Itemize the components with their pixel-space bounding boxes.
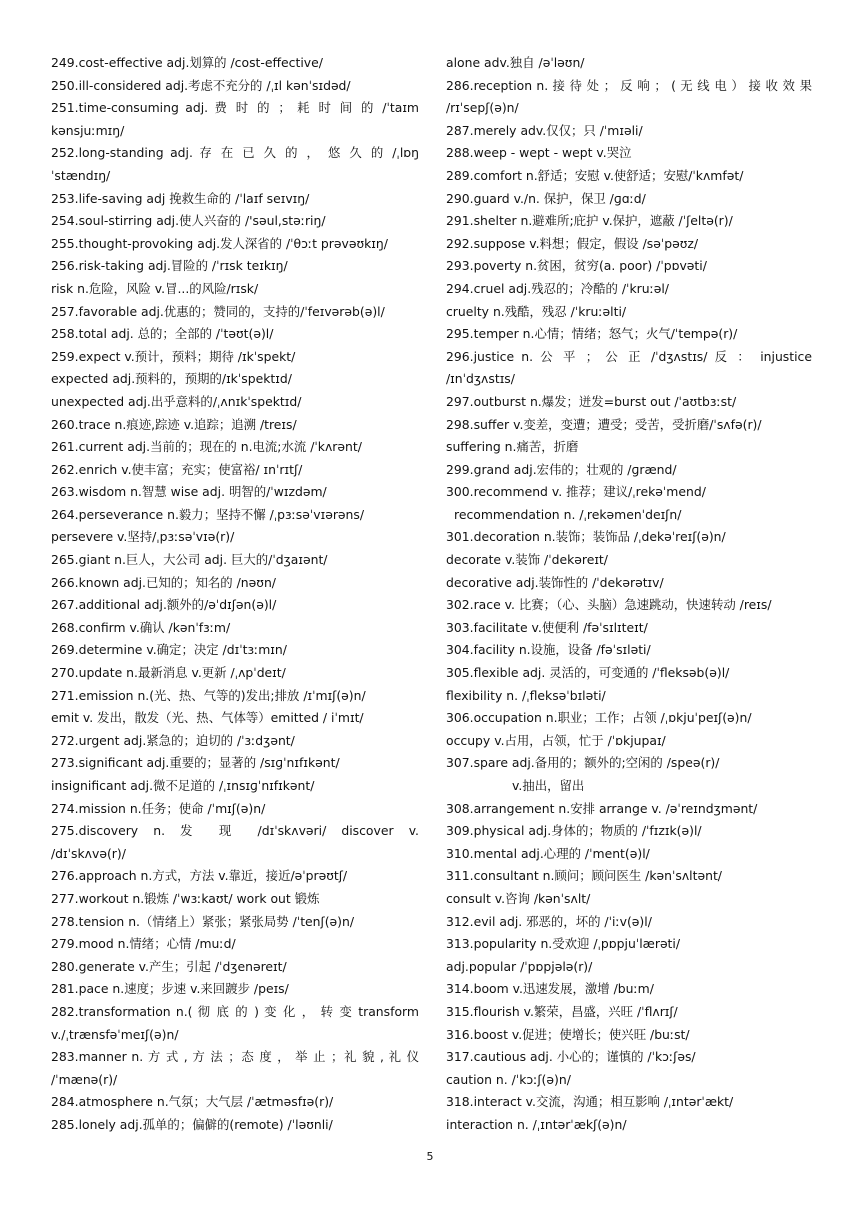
vocab-line: 249.cost-effective adj.划算的 /cost-effective/ xyxy=(51,55,323,70)
vocab-line: 256.risk-taking adj.冒险的 /ˈrɪsk teɪkɪŋ/ xyxy=(51,258,288,274)
vocab-line: 264.perseverance n.毅力；坚持不懈 /ˌpɜːsəˈvɪərəns/ xyxy=(51,506,365,522)
vocab-line: 307.spare adj.备用的；额外的;空闲的 /speə(r)/ xyxy=(446,755,720,771)
vocab-line: 259.expect v.预计，预料；期待 /ɪkˈspekt/ xyxy=(51,348,296,364)
vocab-line: 269.determine v.确定；决定 /dɪˈtɜːmɪn/ xyxy=(51,642,287,658)
vocab-line: /rɪˈsepʃ(ə)n/ xyxy=(446,100,519,116)
vocab-line: 251.time-consuming adj. 费 时 的 ； 耗 时 间 的 /ˈtaɪm xyxy=(51,100,419,116)
vocab-line: 250.ill-considered adj.考虑不充分的 /ˌɪl kənˈsɪdəd/ xyxy=(51,77,351,93)
vocab-line: 274.mission n.任务；使命 /ˈmɪʃ(ə)n/ xyxy=(51,800,266,816)
vocab-line: consult v.咨询 /kənˈsʌlt/ xyxy=(446,890,591,906)
vocab-line: 283.manner n. 方 式 , 方 法 ；态 度 ， 举 止 ；礼 貌 , 礼 仪 xyxy=(51,1049,419,1065)
vocab-line: 312.evil adj. 邪恶的，坏的 /ˈiːv(ə)l/ xyxy=(446,913,652,929)
vocab-line: 313.popularity n.受欢迎 /ˌpɒpjuˈlærəti/ xyxy=(446,936,681,952)
vocab-line: 266.known adj.已知的；知名的 /nəʊn/ xyxy=(51,574,276,590)
vocab-line: 257.favorable adj.优惠的；赞同的，支持的/ˈfeɪvərəb(ə)l/ xyxy=(51,303,385,319)
vocab-line: 286.reception n. 接 待 处 ； 反 响 ； ( 无 线 电 ） 接 收 效 果 xyxy=(446,77,812,93)
vocab-line: 290.guard v./n. 保护，保卫 /ɡɑːd/ xyxy=(446,190,646,206)
vocab-line: 260.trace n.痕迹,踪迹 v.追踪；追溯 /treɪs/ xyxy=(51,416,297,432)
vocab-line: 311.consultant n.顾问；顾问医生 /kənˈsʌltənt/ xyxy=(446,868,722,884)
vocab-line: 253.life-saving adj 挽救生命的 /ˈlaɪf seɪvɪŋ/ xyxy=(51,190,310,206)
vocab-line: insignificant adj.微不足道的 /ˌɪnsɪɡˈnɪfɪkənt/ xyxy=(51,778,315,793)
vocab-line: /ɪnˈdʒʌstɪs/ xyxy=(446,371,515,387)
vocab-line: occupy v.占用，占领，忙于 /ˈɒkjupaɪ/ xyxy=(446,732,666,748)
vocab-line: 305.flexible adj. 灵活的，可变通的 /ˈfleksəb(ə)l/ xyxy=(446,665,730,681)
vocab-line: 317.cautious adj. 小心的；谨慎的 /ˈkɔːʃəs/ xyxy=(446,1049,696,1065)
vocab-line: 298.suffer v.变差，变遭；遭受；受苦，受折磨/ˈsʌfə(r)/ xyxy=(446,416,762,432)
vocab-line: 303.facilitate v.使便利 /fəˈsɪlɪteɪt/ xyxy=(446,619,648,635)
vocab-line: kənsjuːmɪŋ/ xyxy=(51,122,125,138)
vocab-line: 277.workout n.锻炼 /ˈwɜːkaʊt/ work out 锻炼 xyxy=(51,890,320,906)
vocab-line: 314.boom v.迅速发展，激增 /buːm/ xyxy=(446,981,654,997)
vocab-line: 296.justice n. 公 平 ； 公 正 /ˈdʒʌstɪs/ 反 ： injustice xyxy=(446,348,812,364)
vocab-line: 263.wisdom n.智慧 wise adj. 明智的/ˈwɪzdəm/ xyxy=(51,484,327,500)
vocab-line: 265.giant n.巨人，大公司 adj. 巨大的/ˈdʒaɪənt/ xyxy=(51,552,328,568)
vocab-line: 301.decoration n.装饰；装饰品 /ˌdekəˈreɪʃ(ə)n/ xyxy=(446,529,726,545)
vocab-line: ˈstændɪŋ/ xyxy=(51,167,111,183)
vocab-line: /ˈmænə(r)/ xyxy=(51,1071,118,1087)
vocab-line: 294.cruel adj.残忍的；冷酷的 /ˈkruːəl/ xyxy=(446,280,669,296)
vocab-line: 308.arrangement n.安排 arrange v. /əˈreɪndʒmənt/ xyxy=(446,800,758,816)
vocab-line: 262.enrich v.使丰富；充实；使富裕/ ɪnˈrɪtʃ/ xyxy=(51,461,303,477)
vocab-line: 272.urgent adj.紧急的；迫切的 /ˈɜːdʒənt/ xyxy=(51,732,295,748)
vocab-line: /dɪˈskʌvə(r)/ xyxy=(51,845,126,861)
page-number: 5 xyxy=(426,1150,434,1163)
vocab-line: 270.update n.最新消息 v.更新 /ˌʌpˈdeɪt/ xyxy=(51,665,286,681)
vocab-line: cruelty n.残酷，残忍 /ˈkruːəlti/ xyxy=(446,303,627,319)
vocab-line: interaction n. /ˌɪntərˈækʃ(ə)n/ xyxy=(446,1116,627,1132)
vocab-line: 281.pace n.速度；步速 v.来回踱步 /peɪs/ xyxy=(51,981,289,997)
vocab-line: 315.flourish v.繁荣，昌盛，兴旺 /ˈflʌrɪʃ/ xyxy=(446,1003,678,1019)
vocab-line: 255.thought-provoking adj.发人深省的 /ˈθɔːt prəvəʊkɪŋ/ xyxy=(51,235,388,251)
vocab-line: 285.lonely adj.孤单的；偏僻的(remote) /ˈləʊnli/ xyxy=(51,1116,333,1132)
vocab-line: 293.poverty n.贫困，贫穷(a. poor) /ˈpɒvəti/ xyxy=(446,258,707,274)
vocab-line: 258.total adj. 总的；全部的 /ˈtəʊt(ə)l/ xyxy=(51,326,274,342)
vocab-line: v./ˌtrænsfəˈmeɪʃ(ə)n/ xyxy=(51,1026,179,1042)
vocab-line: 299.grand adj.宏伟的；壮观的 /ɡrænd/ xyxy=(446,461,677,477)
vocab-line: 297.outburst n.爆发；迸发=burst out /ˈaʊtbɜːst/ xyxy=(446,393,737,409)
vocab-line: 300.recommend v. 推荐；建议/ˌrekəˈmend/ xyxy=(446,484,706,500)
vocab-line: 267.additional adj.额外的/əˈdɪʃən(ə)l/ xyxy=(51,597,277,613)
vocab-line: 271.emission n.(光、热、气等的)发出;排放 /ɪˈmɪʃ(ə)n/ xyxy=(51,687,366,703)
vocab-line: risk n.危险，风险 v.冒...的风险/rɪsk/ xyxy=(51,280,259,296)
vocab-line: 273.significant adj.重要的；显著的 /sɪɡˈnɪfɪkənt/ xyxy=(51,755,340,771)
vocab-line: persevere v.坚持/ˌpɜːsəˈvɪə(r)/ xyxy=(51,529,235,545)
vocab-line: 289.comfort n.舒适；安慰 v.使舒适；安慰/ˈkʌmfət/ xyxy=(446,167,744,183)
vocab-line: 280.generate v.产生；引起 /ˈdʒenəreɪt/ xyxy=(51,958,287,974)
vocab-line: 282.transformation n.( 彻 底 的 ) 变 化 ， 转 变 transform xyxy=(51,1003,419,1019)
vocab-line: 304.facility n.设施，设备 /fəˈsɪləti/ xyxy=(446,642,651,658)
vocab-line: 291.shelter n.避难所;庇护 v.保护，遮蔽 /ˈʃeltə(r)/ xyxy=(446,213,733,229)
vocab-line: 278.tension n.（情绪上）紧张；紧张局势 /ˈtenʃ(ə)n/ xyxy=(51,913,355,929)
vocab-line: alone adv.独自 /əˈləʊn/ xyxy=(446,55,585,70)
vocab-line: 302.race v. 比赛；（心、头脑）急速跳动，快速转动 /reɪs/ xyxy=(446,597,772,613)
vocab-line: v.抽出，留出 xyxy=(512,778,585,793)
right-column xyxy=(446,52,812,1137)
vocab-line: 268.confirm v.确认 /kənˈfɜːm/ xyxy=(51,619,231,635)
vocab-line: unexpected adj.出乎意料的/ˌʌnɪkˈspektɪd/ xyxy=(51,393,302,409)
vocab-line: 306.occupation n.职业；工作；占领 /ˌɒkjuˈpeɪʃ(ə)n/ xyxy=(446,710,752,726)
vocab-line: 309.physical adj.身体的；物质的 /ˈfɪzɪk(ə)l/ xyxy=(446,823,702,839)
vocab-line: 276.approach n.方式，方法 v.靠近，接近/əˈprəʊtʃ/ xyxy=(51,868,348,884)
vocab-line: caution n. /ˈkɔːʃ(ə)n/ xyxy=(446,1071,571,1087)
vocab-line: recommendation n. /ˌrekəmenˈdeɪʃn/ xyxy=(454,506,682,522)
vocab-line: 261.current adj.当前的；现在的 n.电流;水流 /ˈkʌrənt/ xyxy=(51,439,362,455)
vocab-line: 316.boost v.促进；使增长；使兴旺 /buːst/ xyxy=(446,1026,690,1042)
vocab-line: expected adj.预料的，预期的/ɪkˈspektɪd/ xyxy=(51,371,292,387)
vocab-line: flexibility n. /ˌfleksəˈbɪləti/ xyxy=(446,687,606,703)
vocab-line: 275.discovery n. 发 现 /dɪˈskʌvəri/ discover v. xyxy=(51,823,419,839)
vocab-line: emit v. 发出，散发（光、热、气体等）emitted / iˈmɪt/ xyxy=(51,710,364,726)
vocab-line: 292.suppose v.料想；假定，假设 /səˈpəʊz/ xyxy=(446,235,699,251)
vocab-line: 252.long-standing adj. 存 在 已 久 的 ， 悠 久 的 /ˌlɒŋ xyxy=(51,145,419,161)
vocab-line: 284.atmosphere n.气氛；大气层 /ˈætməsfɪə(r)/ xyxy=(51,1094,334,1110)
vocab-line: 318.interact v.交流，沟通；相互影响 /ˌɪntərˈækt/ xyxy=(446,1094,734,1110)
vocab-line: 254.soul-stirring adj.使人兴奋的 /'səul,stəːriŋ/ xyxy=(51,213,326,229)
vocab-line: decorate v.装饰 /ˈdekəreɪt/ xyxy=(446,552,608,568)
vocab-line: 288.weep - wept - wept v.哭泣 xyxy=(446,145,632,161)
vocab-line: 310.mental adj.心理的 /ˈment(ə)l/ xyxy=(446,845,650,861)
vocab-line: 295.temper n.心情；情绪；怒气；火气/ˈtempə(r)/ xyxy=(446,326,738,342)
vocab-line: suffering n.痛苦，折磨 xyxy=(446,439,579,455)
vocab-line: decorative adj.装饰性的 /ˈdekərətɪv/ xyxy=(446,574,664,590)
vocab-line: adj.popular /ˈpɒpjələ(r)/ xyxy=(446,958,593,974)
vocab-line: 279.mood n.情绪；心情 /muːd/ xyxy=(51,936,236,952)
left-column xyxy=(51,52,419,1137)
vocab-line: 287.merely adv.仅仅；只 /ˈmɪəli/ xyxy=(446,122,643,138)
